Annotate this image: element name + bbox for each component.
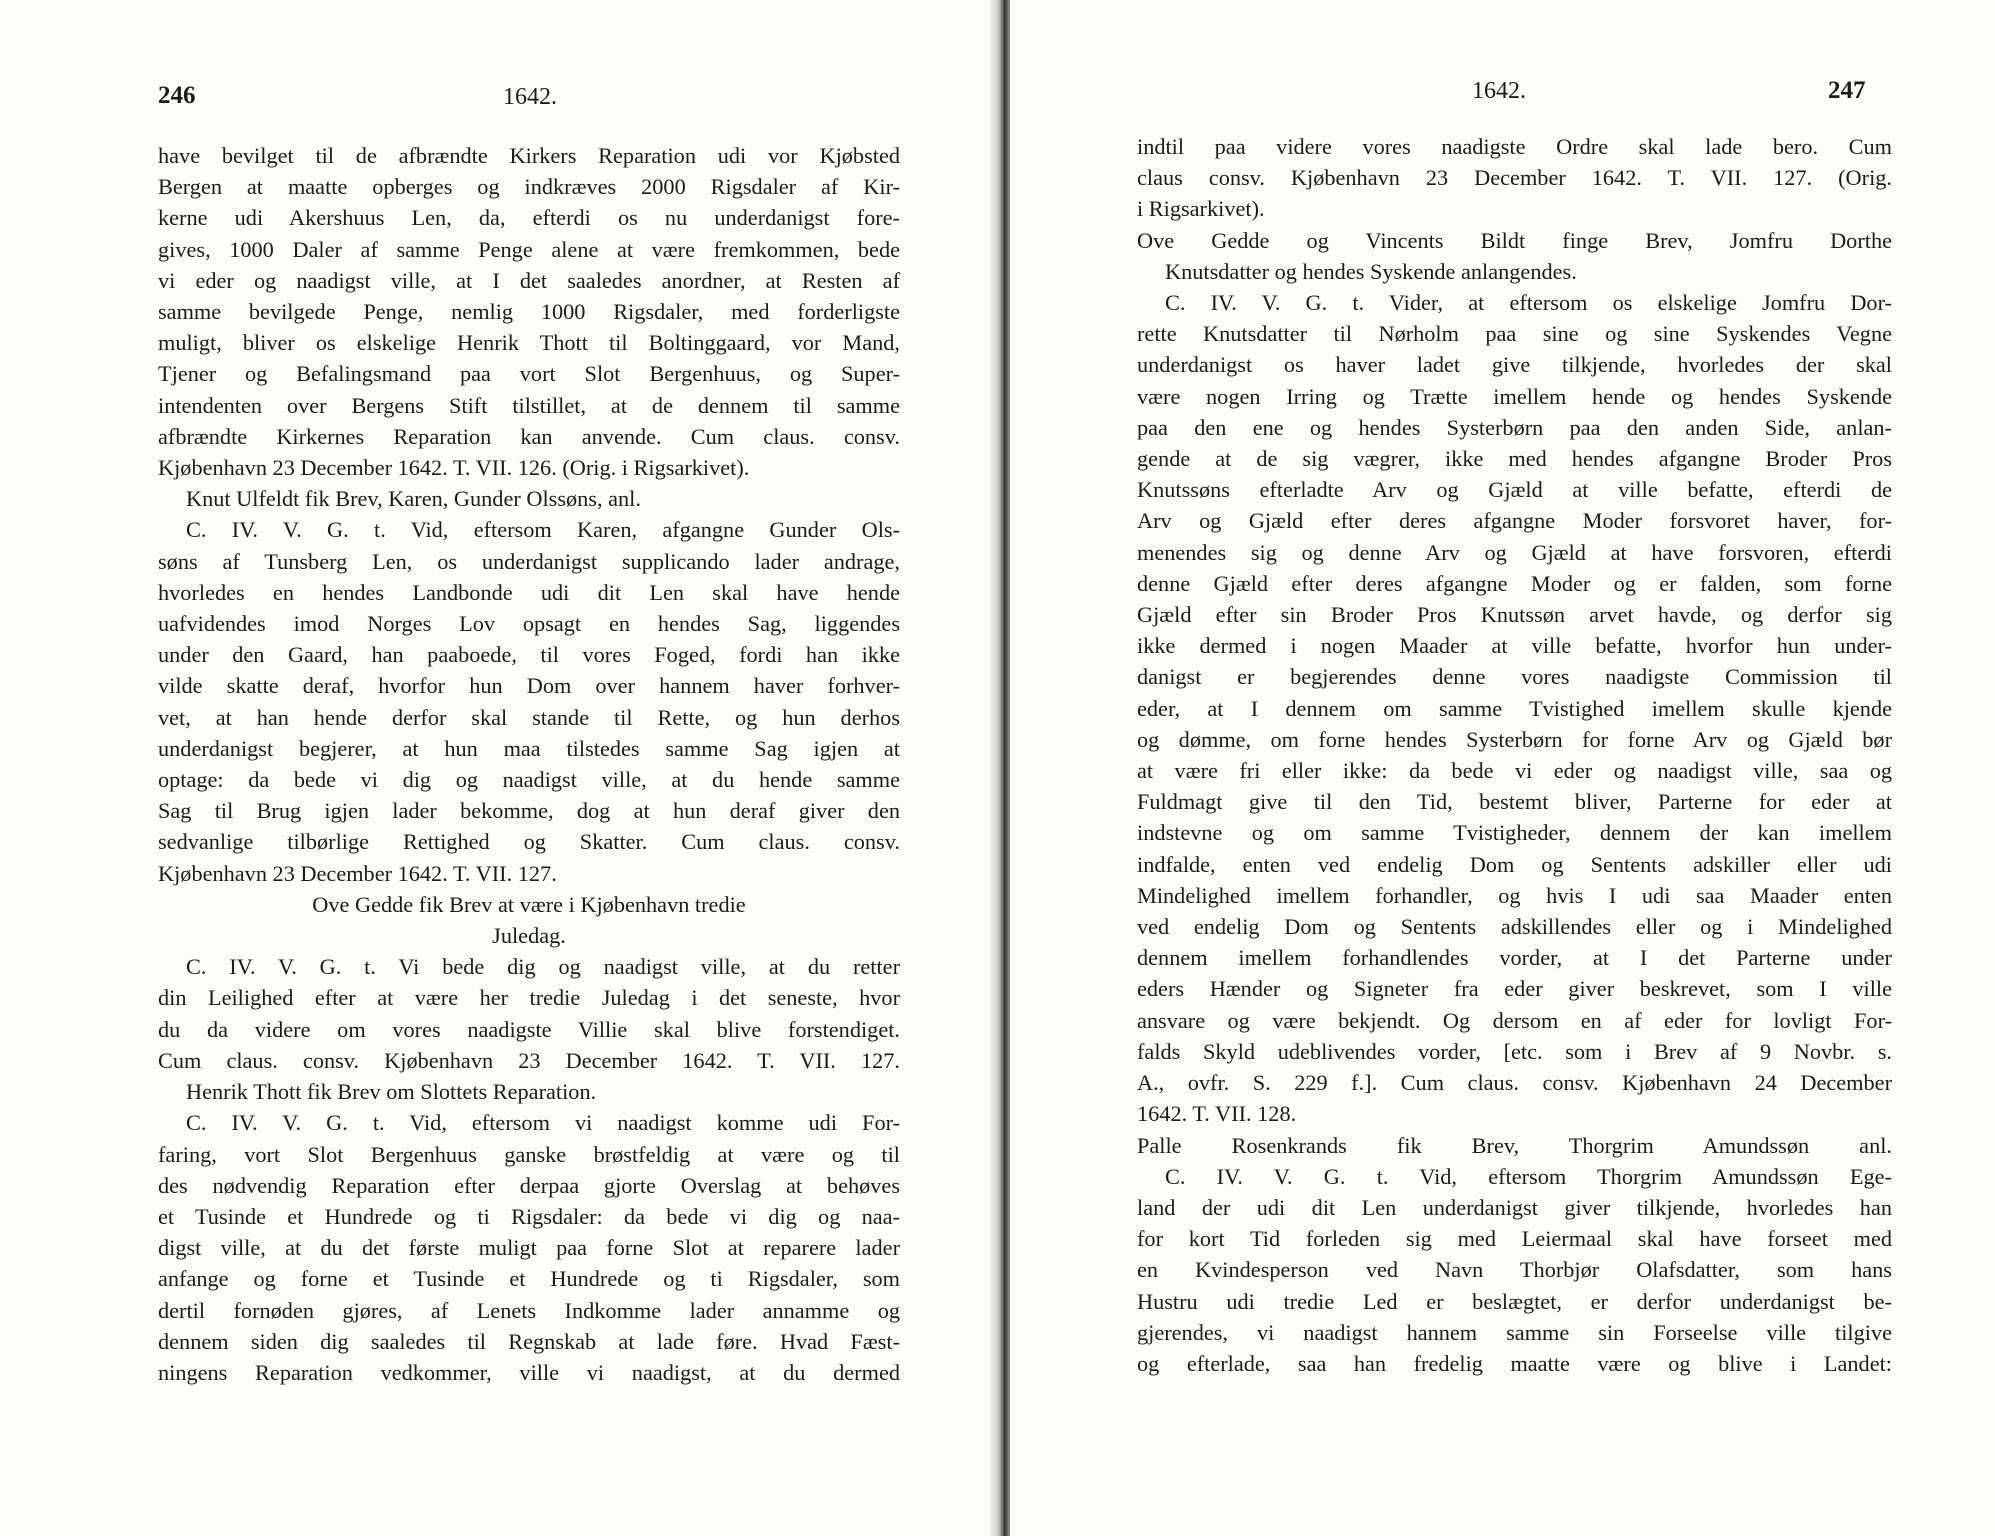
text-line: Ove Gedde fik Brev at være i Kjøbenhavn tredie <box>312 891 746 917</box>
right-page <box>1010 0 1995 1536</box>
text-line: hvorledes en hendes Landbonde udi dit Len skal have hende <box>158 579 900 605</box>
text-line: paa den ene og hendes Systerbørn paa den anden Side, anlan- <box>1137 414 1892 440</box>
text-line: land der udi dit Len underdanigst giver tilkjende, hvorledes han <box>1137 1194 1892 1220</box>
text-line: Knutsdatter og hendes Syskende anlangendes. <box>1165 258 1577 284</box>
text-line: A., ovfr. S. 229 f.]. Cum claus. consv. Kjøbenhavn 24 December <box>1137 1070 1892 1096</box>
text-line: gjerendes, vi naadigst hannem samme sin Forseelse ville tilgive <box>1137 1319 1892 1345</box>
text-line: Kjøbenhavn 23 December 1642. T. VII. 126. (Orig. i Rigsarkivet). <box>158 455 750 481</box>
text-line: indfalde, enten ved endelig Dom og Sentents adskiller eller udi <box>1137 851 1892 877</box>
text-line: ansvare og være bekjendt. Og dersom en af eder for lovligt For- <box>1137 1007 1892 1033</box>
text-line: have bevilget til de afbrændte Kirkers Reparation udi vor Kjøbsted <box>158 143 900 168</box>
text-line: ningens Reparation vedkommer, ville vi naadigst, at du dermed <box>158 1359 900 1385</box>
text-line: ikke dermed i nogen Maader at ville befatte, hvorfor hun under- <box>1137 633 1892 659</box>
text-line: et Tusinde et Hundrede og ti Rigsdaler: da bede vi dig og naa- <box>158 1203 900 1229</box>
text-line: muligt, bliver os elskelige Henrik Thott til Boltinggaard, vor Mand, <box>158 330 900 356</box>
text-line: Knut Ulfeldt fik Brev, Karen, Gunder Olssøns, anl. <box>186 486 641 512</box>
text-line: danigst er begjerendes denne vores naadigste Commission til <box>1137 664 1892 690</box>
text-line: gende at de sig vægrer, ikke med hendes afgangne Broder Pros <box>1137 446 1892 472</box>
text-line: at være fri eller ikke: da bede vi eder og naadigst ville, saa og <box>1137 758 1892 784</box>
text-line: digst ville, at du det første muligt paa forne Slot at reparere lader <box>158 1235 900 1261</box>
text-line: under den Gaard, han paaboede, til vores Foged, fordi han ikke <box>158 642 900 668</box>
text-line: underdanigst os haver ladet give tilkjende, hvorledes der skal <box>1137 352 1892 378</box>
text-line: indtil paa videre vores naadigste Ordre skal lade bero. Cum <box>1137 134 1892 159</box>
text-line: afbrændte Kirkernes Reparation kan anvende. Cum claus. consv. <box>158 423 900 449</box>
text-line: en Kvindesperson ved Navn Thorbjør Olafsdatter, som hans <box>1137 1257 1892 1283</box>
text-line: falds Skyld udeblivendes vorder, [etc. som i Brev af 9 Novbr. s. <box>1137 1038 1892 1064</box>
text-line: denne Gjæld efter deres afgangne Moder og er falden, som forne <box>1137 570 1892 596</box>
text-line: C. IV. V. G. t. Vid, eftersom vi naadigst komme udi For- <box>186 1110 900 1136</box>
text-line: C. IV. V. G. t. Vi bede dig og naadigst ville, at du retter <box>186 954 900 980</box>
text-line: vet, at han hende derfor skal stande til Rette, og hun derhos <box>158 704 900 730</box>
text-line: for kort Tid forleden sig med Leiermaal skal have forseet med <box>1137 1226 1892 1252</box>
text-line: Ove Gedde og Vincents Bildt finge Brev, Jomfru Dorthe <box>1137 227 1892 253</box>
text-line: være nogen Irring og Trætte imellem hende og hendes Syskende <box>1137 383 1892 409</box>
text-line: Gjæld efter sin Broder Pros Knutssøn arvet havde, og derfor sig <box>1137 602 1892 628</box>
text-line: dennem siden dig saaledes til Regnskab at lade føre. Hvad Fæst- <box>158 1328 900 1354</box>
text-line: du da videre om vores naadigste Villie skal blive forstendiget. <box>158 1016 900 1042</box>
page-number: 247 <box>1828 77 1866 104</box>
text-line: des nødvendig Reparation efter derpaa gjorte Overslag at behøves <box>158 1172 900 1198</box>
text-line: claus consv. Kjøbenhavn 23 December 1642. T. VII. 127. (Orig. <box>1137 165 1892 191</box>
text-line: dennem imellem forhandlendes vorder, at I det Parterne under <box>1137 945 1892 971</box>
text-line: sedvanlige tilbørlige Rettighed og Skatter. Cum claus. consv. <box>158 829 900 855</box>
text-line: rette Knutsdatter til Nørholm paa sine og sine Syskendes Vegne <box>1137 321 1892 347</box>
text-line: Sag til Brug igjen lader bekomme, dog at hun deraf giver den <box>158 798 900 824</box>
text-line: Bergen at maatte opberges og indkræves 2000 Rigsdaler af Kir- <box>158 174 900 200</box>
text-line: C. IV. V. G. t. Vid, eftersom Thorgrim Amundssøn Ege- <box>1165 1163 1892 1189</box>
text-line: vilde skatte deraf, hvorfor hun Dom over hannem haver forhver- <box>158 673 900 699</box>
text-line: og efterlade, saa han fredelig maatte være og blive i Landet: <box>1137 1350 1892 1376</box>
text-line: Juledag. <box>492 923 566 949</box>
text-line: faring, vort Slot Bergenhuus ganske brøstfeldig at være og til <box>158 1141 900 1167</box>
text-line: kerne udi Akershuus Len, da, efterdi os nu underdanigst fore- <box>158 205 900 231</box>
text-line: samme bevilgede Penge, nemlig 1000 Rigsdaler, med forderligste <box>158 299 900 325</box>
text-line: Tjener og Befalingsmand paa vort Slot Bergenhuus, og Super- <box>158 361 900 387</box>
text-line: menendes sig og denne Arv og Gjæld at have forsvoren, efterdi <box>1137 539 1892 565</box>
running-head-year: 1642. <box>503 84 557 110</box>
text-line: optage: da bede vi dig og naadigst ville, at du hende samme <box>158 767 900 793</box>
text-line: i Rigsarkivet). <box>1137 196 1265 222</box>
text-line: og dømme, om forne hendes Systerbørn for forne Arv og Gjæld bør <box>1137 726 1892 752</box>
text-line: Palle Rosenkrands fik Brev, Thorgrim Amundssøn anl. <box>1137 1132 1892 1158</box>
page-body <box>158 140 900 1388</box>
text-line: C. IV. V. G. t. Vider, at eftersom os elskelige Jomfru Dor- <box>1165 290 1892 316</box>
text-line: Hustru udi tredie Led er beslægtet, er derfor underdanigst be- <box>1137 1288 1892 1314</box>
text-line: gives, 1000 Daler af samme Penge alene at være fremkommen, bede <box>158 236 900 262</box>
text-line: eder, at I dennem om samme Tvistighed imellem skulle kjende <box>1137 695 1892 721</box>
text-line: søns af Tunsberg Len, os underdanigst supplicando lader andrage, <box>158 548 900 574</box>
text-line: ved endelig Dom og Sentents adskillendes eller og i Mindelighed <box>1137 914 1892 940</box>
page-body <box>1137 131 1892 1379</box>
text-line: Mindelighed imellem forhandler, og hvis I udi saa Maader enten <box>1137 882 1892 908</box>
text-line: Cum claus. consv. Kjøbenhavn 23 December 1642. T. VII. 127. <box>158 1047 900 1073</box>
text-line: dertil fornøden gjøres, af Lenets Indkomme lader annamme og <box>158 1297 900 1323</box>
text-line: anfange og forne et Tusinde et Hundrede og ti Rigsdaler, som <box>158 1266 900 1292</box>
running-head-year: 1642. <box>1472 78 1526 104</box>
text-line: 1642. T. VII. 128. <box>1137 1101 1297 1127</box>
text-line: din Leilighed efter at være her tredie Juledag i det seneste, hvor <box>158 985 900 1011</box>
text-line: Arv og Gjæld efter deres afgangne Moder forsvoret haver, for- <box>1137 508 1892 534</box>
text-line: eders Hænder og Signeter fra eder giver beskrevet, som I ville <box>1137 976 1892 1002</box>
text-line: C. IV. V. G. t. Vid, eftersom Karen, afgangne Gunder Ols- <box>186 517 900 543</box>
text-line: Fuldmagt give til den Tid, bestemt bliver, Parterne for eder at <box>1137 789 1892 815</box>
page-number: 246 <box>158 82 196 109</box>
text-line: indstevne og om samme Tvistigheder, dennem der kan imellem <box>1137 820 1892 846</box>
text-line: Henrik Thott fik Brev om Slottets Reparation. <box>186 1079 597 1105</box>
text-line: intendenten over Bergens Stift tilstillet, at de dennem til samme <box>158 392 900 418</box>
text-line: underdanigst begjerer, at hun maa tilstedes samme Sag igjen at <box>158 735 900 761</box>
text-line: Knutssøns efterladte Arv og Gjæld at ville befatte, efterdi de <box>1137 477 1892 503</box>
text-line: vi eder og naadigst ville, at I det saaledes anordner, at Resten af <box>158 267 900 293</box>
text-line: uafvidendes imod Norges Lov opsagt en hendes Sag, liggendes <box>158 611 900 637</box>
text-line: Kjøbenhavn 23 December 1642. T. VII. 127. <box>158 860 557 886</box>
